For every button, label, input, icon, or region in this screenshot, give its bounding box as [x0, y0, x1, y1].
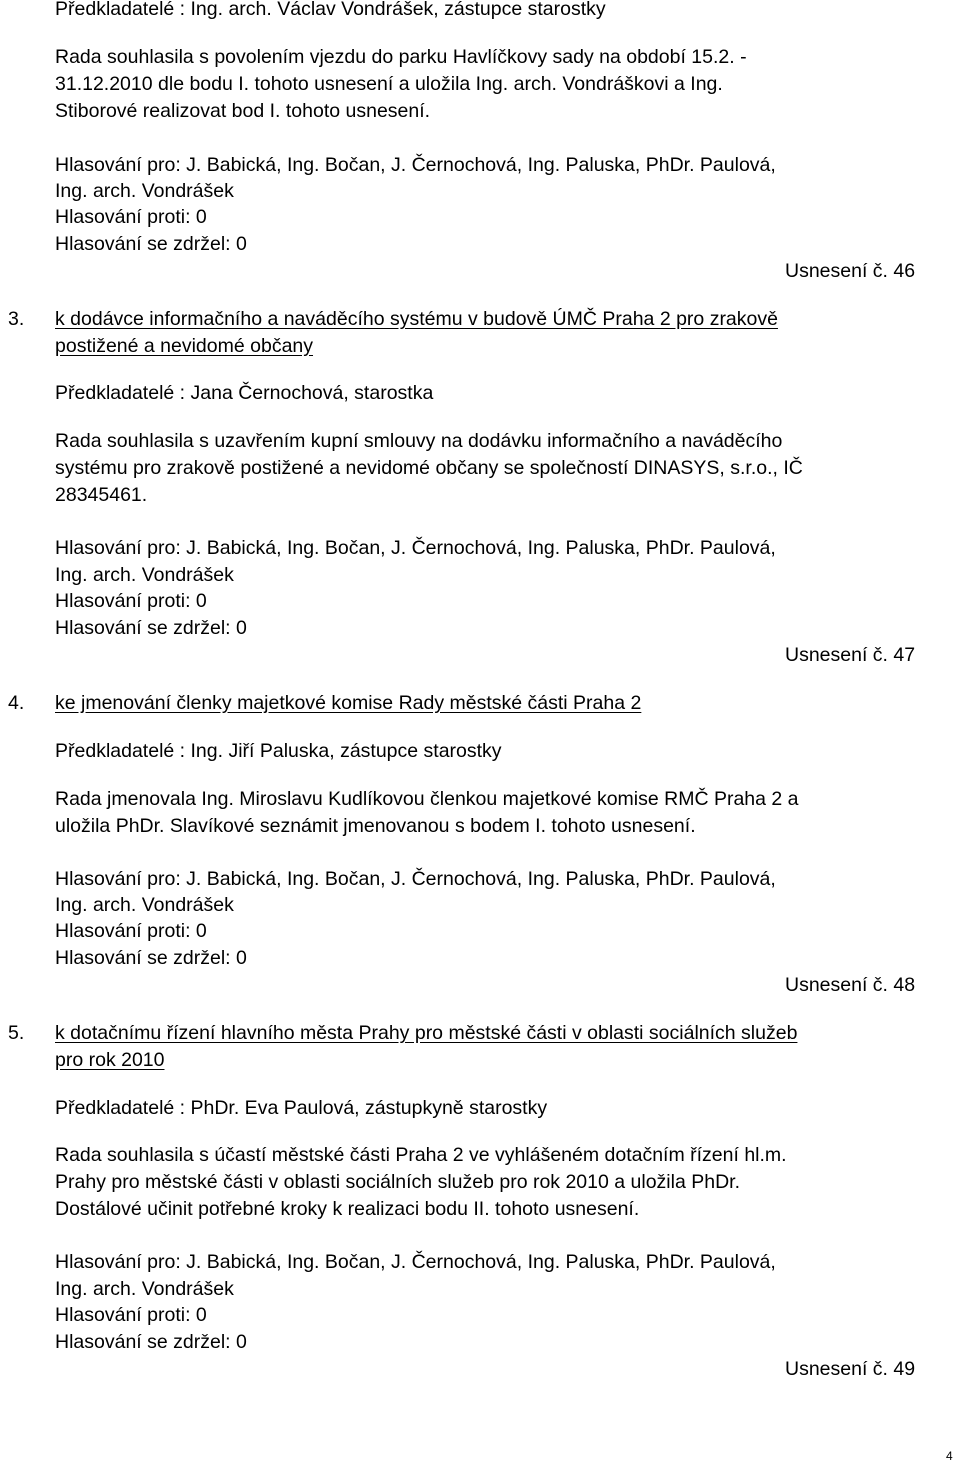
vote-zdrzel-line: Hlasování se zdržel: 0 [55, 947, 247, 969]
predkladatel-line: Předkladatelé : Ing. Jiří Paluska, zástupce starostky [55, 740, 502, 762]
vote-pro-line: Hlasování pro: J. Babická, Ing. Bočan, J. Černochová, Ing. Paluska, PhDr. Paulová, [55, 1251, 776, 1273]
predkladatel-line: Předkladatelé : PhDr. Eva Paulová, zástupkyně starostky [55, 1097, 548, 1119]
rada-text-line: Stiborové realizovat bod I. tohoto usnesení. [55, 100, 431, 122]
item-number: 3. [8, 308, 25, 330]
vote-pro-line: Hlasování pro: J. Babická, Ing. Bočan, J. Černochová, Ing. Paluska, PhDr. Paulová, [55, 868, 776, 890]
vote-zdrzel-line: Hlasování se zdržel: 0 [55, 617, 247, 639]
usneseni-number: Usnesení č. 47 [785, 644, 916, 666]
vote-zdrzel-line: Hlasování se zdržel: 0 [55, 1331, 247, 1353]
vote-pro-line: Ing. arch. Vondrášek [55, 1278, 234, 1300]
vote-zdrzel-line: Hlasování se zdržel: 0 [55, 233, 247, 255]
rada-text-line: systému pro zrakově postižené a nevidomé občany se společností DINASYS, s.r.o., IČ [55, 457, 803, 479]
item-title: pro rok 2010 [55, 1049, 165, 1071]
item-number: 4. [8, 692, 25, 714]
rada-text-line: 31.12.2010 dle bodu I. tohoto usnesení a uložila Ing. arch. Vondráškovi a Ing. [55, 73, 723, 95]
vote-proti-line: Hlasování proti: 0 [55, 206, 207, 228]
predkladatel-line: Předkladatelé : Ing. arch. Václav Vondrášek, zástupce starostky [55, 0, 606, 20]
vote-pro-line: Hlasování pro: J. Babická, Ing. Bočan, J. Černochová, Ing. Paluska, PhDr. Paulová, [55, 154, 776, 176]
rada-text-line: Rada souhlasila s uzavřením kupní smlouvy na dodávku informačního a naváděcího [55, 430, 783, 452]
vote-proti-line: Hlasování proti: 0 [55, 1304, 207, 1326]
rada-text-line: uložila PhDr. Slavíkové seznámit jmenovanou s bodem I. tohoto usnesení. [55, 815, 696, 837]
vote-proti-line: Hlasování proti: 0 [55, 920, 207, 942]
usneseni-number: Usnesení č. 46 [785, 260, 916, 282]
rada-text-line: Rada souhlasila s povolením vjezdu do parku Havlíčkovy sady na období 15.2. - [55, 46, 747, 68]
predkladatel-line: Předkladatelé : Jana Černochová, starostka [55, 382, 434, 404]
vote-pro-line: Hlasování pro: J. Babická, Ing. Bočan, J. Černochová, Ing. Paluska, PhDr. Paulová, [55, 537, 776, 559]
vote-pro-line: Ing. arch. Vondrášek [55, 564, 234, 586]
usneseni-number: Usnesení č. 48 [785, 974, 916, 996]
rada-text-line: Prahy pro městské části v oblasti sociálních služeb pro rok 2010 a uložila PhDr. [55, 1171, 740, 1193]
rada-text-line: Rada souhlasila s účastí městské části Praha 2 ve vyhlášeném dotačním řízení hl.m. [55, 1144, 787, 1166]
vote-proti-line: Hlasování proti: 0 [55, 590, 207, 612]
rada-text-line: Dostálové učinit potřebné kroky k realizaci bodu II. tohoto usnesení. [55, 1198, 640, 1220]
item-title: k dodávce informačního a naváděcího systému v budově ÚMČ Praha 2 pro zrakově [55, 308, 778, 330]
vote-pro-line: Ing. arch. Vondrášek [55, 894, 234, 916]
item-title: k dotačnímu řízení hlavního města Prahy pro městské části v oblasti sociálních služeb [55, 1022, 798, 1044]
rada-text-line: Rada jmenovala Ing. Miroslavu Kudlíkovou členkou majetkové komise RMČ Praha 2 a [55, 788, 799, 810]
vote-pro-line: Ing. arch. Vondrášek [55, 180, 234, 202]
rada-text-line: 28345461. [55, 484, 148, 506]
page-number: 4 [946, 1449, 953, 1463]
item-title: ke jmenování členky majetkové komise Rady městské části Praha 2 [55, 692, 642, 714]
item-title: postižené a nevidomé občany [55, 335, 314, 357]
item-number: 5. [8, 1022, 25, 1044]
usneseni-number: Usnesení č. 49 [785, 1358, 916, 1380]
